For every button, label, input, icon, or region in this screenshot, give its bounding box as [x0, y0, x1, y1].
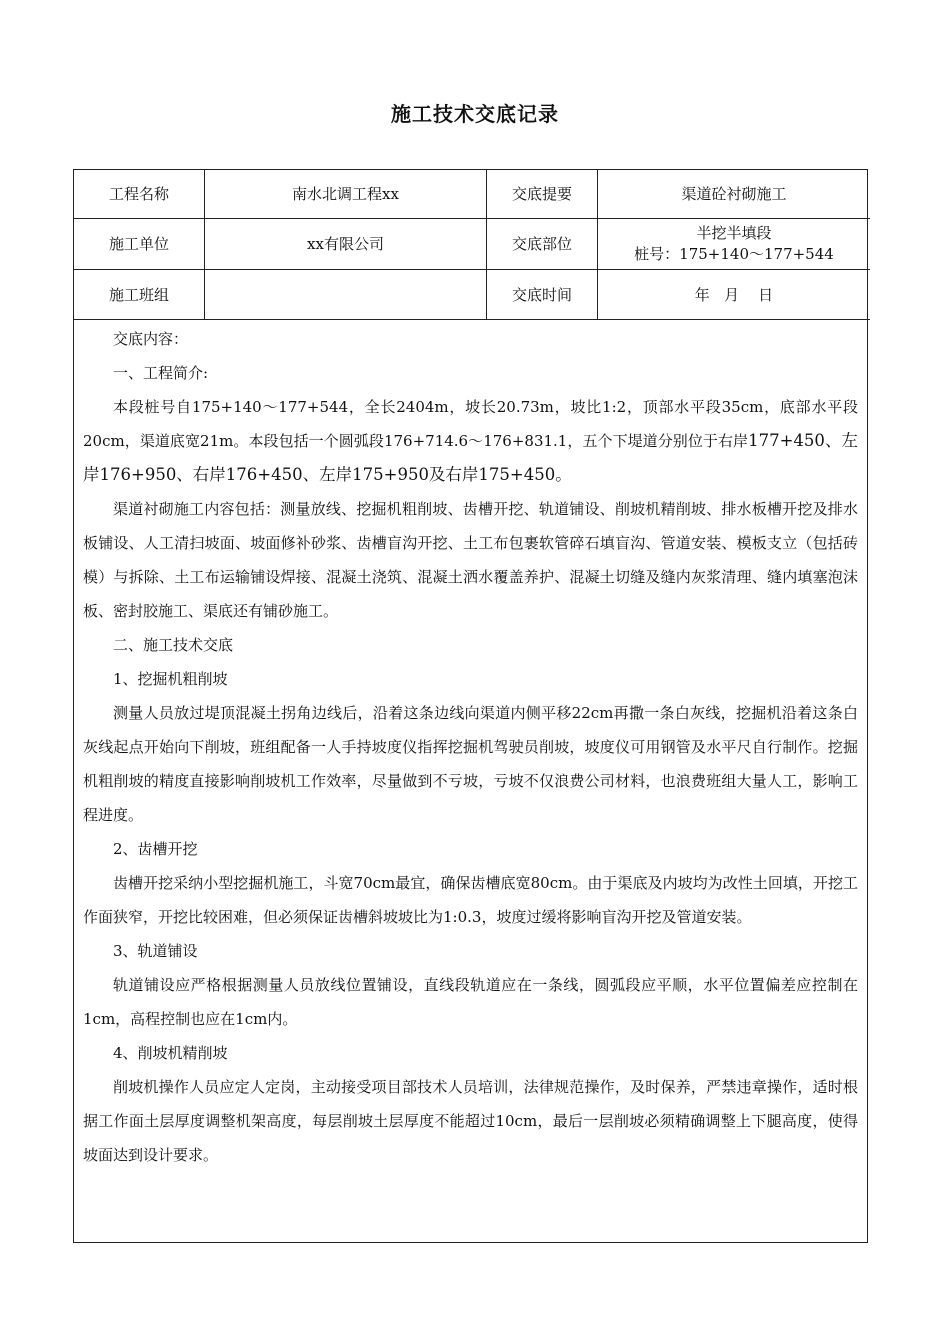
time-value: 年 月 日: [598, 269, 871, 319]
section-1-paragraph-2: 渠道衬砌施工内容包括：测量放线、挖掘机粗削坡、齿槽开挖、轨道铺设、削坡机精削坡、排水板槽开挖及排水板铺设、人工清扫坡面、坡面修补砂浆、齿槽盲沟开挖、土工布包裹软管碎石填盲沟、管道安装、模板支立（包括砖模）与拆除、土工布运输铺设焊接、混凝土浇筑、混凝土洒水覆盖养护、混凝土切缝及缝内灰浆清理、缝内填塞泡沫板、密封胶施工、渠底还有铺砂施工。: [83, 499, 858, 620]
section-2-title: 二、施工技术交底: [113, 635, 234, 654]
item-2-title: 2、齿槽开挖: [113, 839, 198, 858]
section-1-title: 一、工程简介:: [113, 363, 209, 382]
unit-value: xx有限公司: [205, 218, 487, 269]
summary-value: 渠道砼衬砌施工: [598, 170, 871, 218]
unit-label: 施工单位: [74, 218, 205, 269]
team-value: [205, 269, 487, 319]
header-row-3: [74, 269, 870, 319]
content-body: [74, 322, 867, 1172]
section-1-paragraph-1: [83, 390, 858, 492]
item-4-title: 4、削坡机精削坡: [113, 1043, 228, 1062]
item-4-text: 削坡机操作人员应定人定岗，主动接受项目部技术人员培训，法律规范操作，及时保养，严禁违章操作，适时根据工作面土层厚度调整机架高度，每层削坡土层厚度不能超过10cm，最后一层削坡必须精确调整上下腿高度，使得坡面达到设计要求。: [83, 1077, 858, 1164]
summary-label: 交底提要: [487, 170, 598, 218]
project-name-label: 工程名称: [74, 170, 205, 218]
header-table: [74, 170, 870, 320]
location-value: [598, 218, 871, 269]
section-1-paragraph-1a: 本段桩号自175+140～177+544，全长2404m，坡长20.73m，坡比1:2，顶部水平段35cm，底部水平段20cm，渠道底宽21m。本段包括一个圆弧段176+714.6～176+831.1，五个下堤道分别位于右岸: [83, 397, 858, 450]
team-label: 施工班组: [74, 269, 205, 319]
location-line-2: 桩号：175+140～177+544: [634, 244, 834, 263]
item-3-text: 轨道铺设应严格根据测量人员放线位置铺设，直线段轨道应在一条线，圆弧段应平顺，水平位置偏差应控制在1cm，高程控制也应在1cm内。: [83, 975, 858, 1028]
header-row-2: [74, 218, 870, 269]
location-label: 交底部位: [487, 218, 598, 269]
section-1-paragraph-1b: 177+450、左岸176+950、右岸176+450、左岸175+950及右岸175+450。: [83, 430, 859, 484]
record-sheet: [73, 169, 868, 1243]
location-line-1: 半挖半填段: [696, 223, 772, 242]
page-title: 施工技术交底记录: [391, 102, 559, 126]
time-label: 交底时间: [487, 269, 598, 319]
item-1-title: 1、挖掘机粗削坡: [113, 669, 228, 688]
item-2-text: 齿槽开挖采纳小型挖掘机施工，斗宽70cm最宜，确保齿槽底宽80cm。由于渠底及内坡均为改性土回填，开挖工作面狭窄，开挖比较困难，但必须保证齿槽斜坡坡比为1:0.3，坡度过缓将影响盲沟开挖及管道安装。: [83, 873, 858, 926]
header-row-1: [74, 170, 870, 218]
item-3-title: 3、轨道铺设: [113, 941, 198, 960]
project-name-value: 南水北调工程xx: [205, 170, 487, 218]
item-1-text: 测量人员放过堤顶混凝土拐角边线后，沿着这条边线向渠道内侧平移22cm再撒一条白灰线，挖掘机沿着这条白灰线起点开始向下削坡，班组配备一人手持坡度仪指挥挖掘机驾驶员削坡，坡度仪可用钢管及水平尺自行制作。挖掘机粗削坡的精度直接影响削坡机工作效率，尽量做到不亏坡，亏坡不仅浪费公司材料，也浪费班组大量人工，影响工程进度。: [83, 703, 858, 824]
content-intro: 交底内容：: [113, 329, 189, 348]
